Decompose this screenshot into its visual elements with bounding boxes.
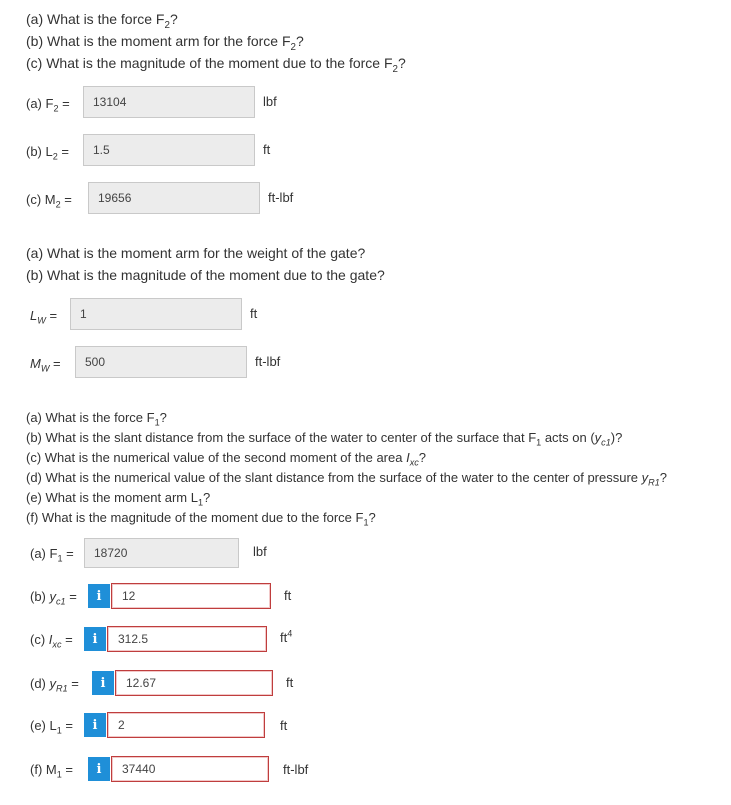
l2-label: (b) $L_2$ = bbox=[26, 144, 70, 162]
ixc-info-icon[interactable]: i bbox=[84, 627, 106, 651]
l1-label: (e) $L_1$ = bbox=[30, 718, 74, 736]
f2-label: (a) $F_2$ = bbox=[26, 96, 70, 114]
f1-label: (a) $F_1$ = bbox=[30, 546, 74, 564]
question-1a: (a) What is the force $F_2$? bbox=[26, 11, 178, 31]
question-1b: (b) What is the moment arm for the force $F_2$? bbox=[26, 33, 304, 53]
ixc-unit: $ft^4$ bbox=[280, 628, 293, 645]
m1-label: (f) $M_1$ = bbox=[30, 762, 73, 780]
mw-answer-field[interactable]: 500 bbox=[75, 346, 247, 378]
l2-unit: ft bbox=[263, 142, 271, 157]
question-1c: (c) What is the magnitude of the moment due to the force $F_2$? bbox=[26, 55, 406, 75]
m2-answer-field[interactable]: 19656 bbox=[88, 182, 260, 214]
lw-label: $L_W$ = bbox=[30, 308, 58, 326]
l1-info-icon[interactable]: i bbox=[84, 713, 106, 737]
f1-unit: lbf bbox=[253, 544, 267, 559]
m2-label: (c) $M_2$ = bbox=[26, 192, 72, 210]
l2-answer-field[interactable]: 1.5 bbox=[83, 134, 255, 166]
yr1-info-icon[interactable]: i bbox=[92, 671, 114, 695]
mw-unit: ft-lbf bbox=[255, 354, 281, 369]
m1-unit: ft-lbf bbox=[283, 762, 309, 777]
question-2b: (b) What is the magnitude of the moment due to the gate? bbox=[26, 267, 385, 283]
l1-unit: ft bbox=[280, 718, 288, 733]
question-3e: (e) What is the moment arm $L_1$? bbox=[26, 490, 211, 508]
f1-answer-field[interactable]: 18720 bbox=[84, 538, 239, 568]
yr1-label: (d) $y_{R1}$ = bbox=[30, 676, 79, 694]
ixc-label: (c) $I_{xc}$ = bbox=[30, 632, 73, 650]
f2-unit: lbf bbox=[263, 94, 277, 109]
yr1-unit: ft bbox=[286, 675, 294, 690]
l1-answer-field[interactable]: 2 bbox=[107, 712, 265, 738]
question-2a: (a) What is the moment arm for the weight of the gate? bbox=[26, 245, 366, 261]
m1-info-icon[interactable]: i bbox=[88, 757, 110, 781]
yr1-answer-field[interactable]: 12.67 bbox=[115, 670, 273, 696]
question-3d: (d) What is the numerical value of the slant distance from the surface of the water to the center of pressure $y_{R1}$? bbox=[26, 470, 667, 488]
question-3c: (c) What is the numerical value of the second moment of the area $I_{xc}$? bbox=[26, 450, 427, 468]
f2-answer-field[interactable]: 13104 bbox=[83, 86, 255, 118]
yc1-label: (b) $y_{c1}$ = bbox=[30, 589, 77, 607]
question-3b: (b) What is the slant distance from the surface of the water to center of the surface that $F_1$ acts on $(y_{c1})$? bbox=[26, 430, 623, 448]
question-3a: (a) What is the force $F_1$? bbox=[26, 410, 167, 428]
mw-label: $M_W$ = bbox=[30, 356, 61, 374]
yc1-unit: ft bbox=[284, 588, 292, 603]
lw-unit: ft bbox=[250, 306, 258, 321]
yc1-info-icon[interactable]: i bbox=[88, 584, 110, 608]
lw-answer-field[interactable]: 1 bbox=[70, 298, 242, 330]
ixc-answer-field[interactable]: 312.5 bbox=[107, 626, 267, 652]
yc1-answer-field[interactable]: 12 bbox=[111, 583, 271, 609]
question-3f: (f) What is the magnitude of the moment due to the force $F_1$? bbox=[26, 510, 376, 528]
m2-unit: ft-lbf bbox=[268, 190, 294, 205]
m1-answer-field[interactable]: 37440 bbox=[111, 756, 269, 782]
